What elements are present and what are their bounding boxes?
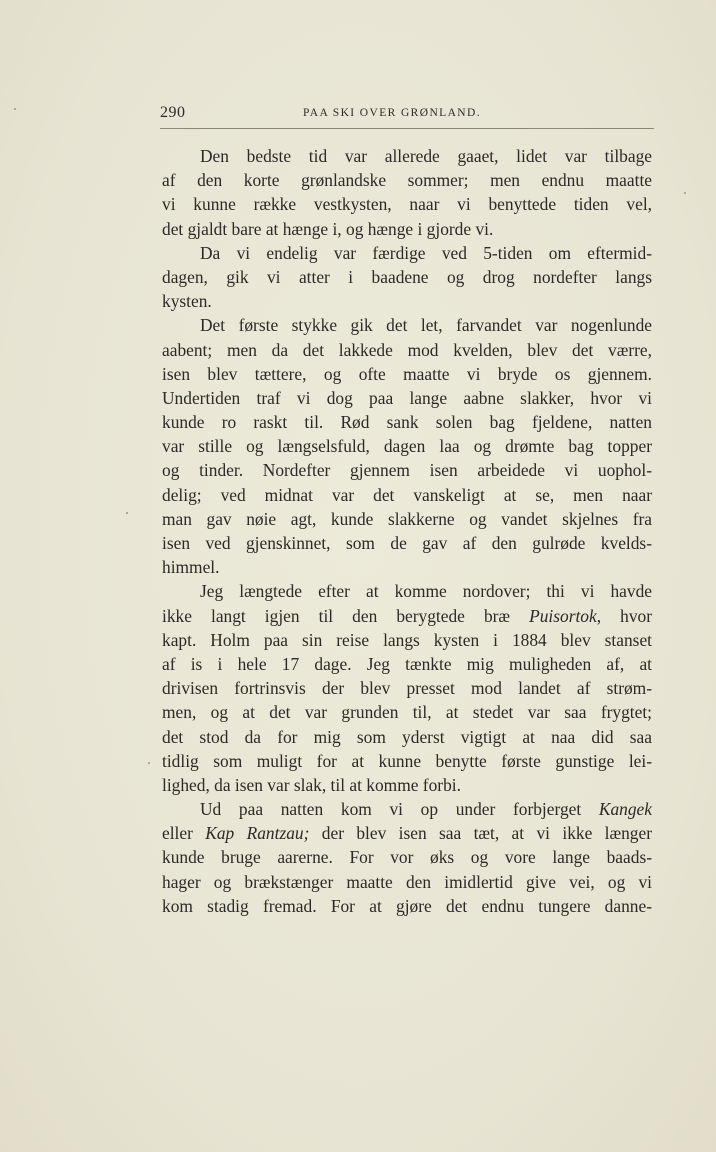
- text-line: dagen, gik vi atter i baadene og drog nordefter langs: [162, 266, 652, 287]
- page-header: [160, 98, 654, 128]
- text-line: kunde bruge aarerne. For vor øks og vore lange baads-: [162, 847, 652, 868]
- text-line: isen ved gjenskinnet, som de gav af den gulrøde kvelds-: [162, 533, 652, 553]
- text-line: kysten.: [162, 291, 212, 312]
- paper-speck: [126, 512, 128, 514]
- page-number: 290: [160, 104, 186, 121]
- body-text: [162, 144, 652, 918]
- text-line: kom stadig fremad. For at gjøre det endnu tungere danne-: [162, 895, 652, 916]
- text-line: Da vi endelig var færdige ved 5-tiden om eftermid-: [200, 242, 652, 263]
- text-run: Ud paa natten kom vi op under forbjerget: [200, 799, 599, 820]
- text-line: man gav nøie agt, kunde slakkerne og vandet skjelnes fra: [162, 508, 652, 529]
- text-line-mixed: [162, 797, 652, 821]
- text-line: Jeg længtede efter at komme nordover; thi vi havde: [200, 581, 652, 602]
- paper-speck: [148, 762, 150, 764]
- text-line: isen blev tættere, og ofte maatte vi bryde os gjennem.: [162, 363, 652, 384]
- paper-speck: [14, 108, 16, 110]
- text-line: Det første stykke gik det let, farvandet var nogenlunde: [200, 315, 652, 336]
- text-run: eller: [162, 823, 206, 844]
- text-line: hager og brækstænger maatte den imidlertid give vei, og vi: [162, 871, 652, 892]
- text-run: der blev isen saa tæt, at vi ikke længer: [309, 823, 652, 844]
- text-line: tidlig som muligt for at kunne benytte første gunstige lei-: [162, 750, 652, 771]
- text-line: var stille og længselsfuld, dagen laa og drømte bag topper: [162, 436, 652, 457]
- text-line: kunde ro raskt til. Rød sank solen bag fjeldene, natten: [162, 412, 652, 433]
- text-line: Den bedste tid var allerede gaaet, lidet var tilbage: [200, 146, 652, 166]
- text-line: kapt. Holm paa sin reise langs kysten i 1884 blev stanset: [162, 629, 652, 650]
- text-line: vi kunne række vestkysten, naar vi benyttede tiden vel,: [162, 194, 652, 215]
- paper-speck: [684, 192, 686, 194]
- running-head: PAA SKI OVER GRØNLAND.: [303, 107, 481, 119]
- text-run: , hvor: [596, 605, 653, 626]
- text-run: ikke langt igjen til den berygtede bræ: [162, 605, 530, 626]
- place-name-kap-rantzau: Kap Rantzau;: [205, 823, 310, 844]
- text-line-mixed: [162, 604, 652, 628]
- text-line: aabent; men da det lakkede mod kvelden, blev det værre,: [162, 339, 652, 360]
- text-line-mixed: [162, 821, 652, 845]
- text-line: delig; ved midnat var det vanskeligt at se, men naar: [162, 484, 652, 505]
- place-name-kangek: Kangek: [598, 799, 652, 820]
- header-rule: [160, 128, 654, 129]
- text-line: det stod da for mig som yderst vigtigt at naa did saa: [162, 726, 652, 747]
- text-line: drivisen fortrinsvis der blev presset mod landet af strøm-: [162, 678, 652, 699]
- text-line: og tinder. Nordefter gjennem isen arbeidede vi uophol-: [162, 460, 652, 481]
- text-line: Undertiden traf vi dog paa lange aabne slakker, hvor vi: [162, 387, 652, 408]
- text-line: himmel.: [162, 557, 220, 578]
- text-line: lighed, da isen var slak, til at komme forbi.: [162, 774, 461, 795]
- text-line: af is i hele 17 dage. Jeg tænkte mig muligheden af, at: [162, 653, 652, 674]
- text-line: af den korte grønlandske sommer; men endnu maatte: [162, 170, 652, 191]
- text-line: men, og at det var grunden til, at stedet var saa frygtet;: [162, 702, 652, 723]
- text-line: det gjaldt bare at hænge i, og hænge i gjorde vi.: [162, 218, 494, 239]
- place-name-puisortok: Puisortok: [529, 605, 597, 626]
